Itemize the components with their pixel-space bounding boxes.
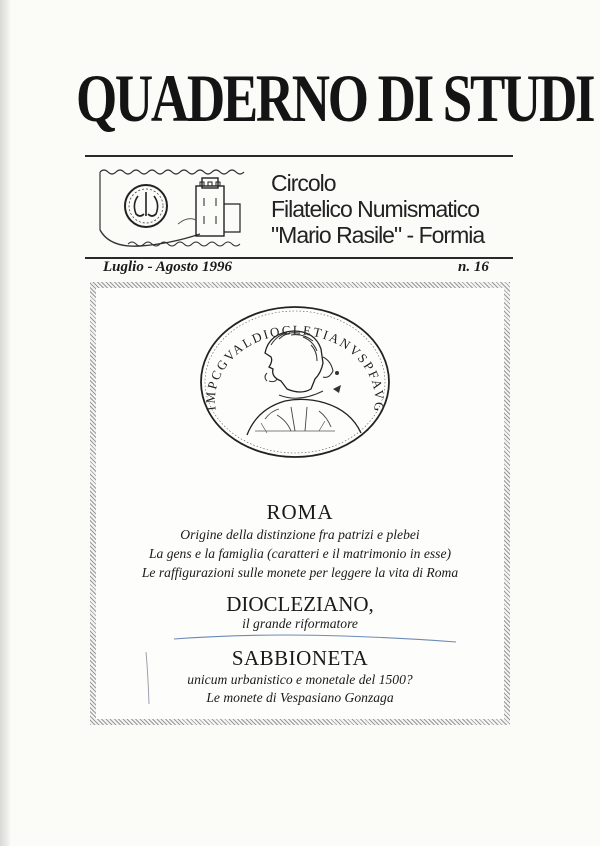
roma-line-3: Le raffigurazioni sulle monete per leggere la vita di Roma <box>141 565 459 580</box>
sabbioneta-line-2: Le monete di Vespasiano Gonzaga <box>206 690 394 705</box>
club-emblem-logo <box>98 164 248 250</box>
page-edge-shadow <box>0 0 10 846</box>
club-name-line-1: Circolo <box>271 170 336 196</box>
club-name <box>271 170 521 248</box>
diocleziano-subtitle: il grande riformatore <box>242 616 358 631</box>
roma-line-1: Origine della distinzione fra patrizi e plebei <box>180 527 420 542</box>
sabbioneta-line-1: unicum urbanistico e monetale del 1500? <box>187 672 413 687</box>
roma-line-2: La gens e la famiglia (caratteri e il matrimonio in esse) <box>148 546 452 561</box>
issue-number: n. 16 <box>458 259 489 275</box>
section-heading-roma: ROMA <box>266 500 334 524</box>
diocletian-coin-illustration <box>195 303 395 461</box>
issue-date: Luglio - Agosto 1996 <box>103 259 233 275</box>
header-rule-top <box>85 155 513 157</box>
coin-legend: IMPCGVALDIOCLETIANVSPFAVG <box>202 322 388 415</box>
club-name-line-3: "Mario Rasile" - Formia <box>271 222 485 248</box>
magazine-title: QUADERNO DI STUDI <box>76 60 594 136</box>
club-name-line-2: Filatelico Numismatico <box>271 196 480 222</box>
section-heading-diocleziano: DIOCLEZIANO, <box>226 592 374 616</box>
section-heading-sabbioneta: SABBIONETA <box>231 646 369 670</box>
svg-text:IMPCGVALDIOCLETIANVSPFAVG <box>203 322 388 414</box>
